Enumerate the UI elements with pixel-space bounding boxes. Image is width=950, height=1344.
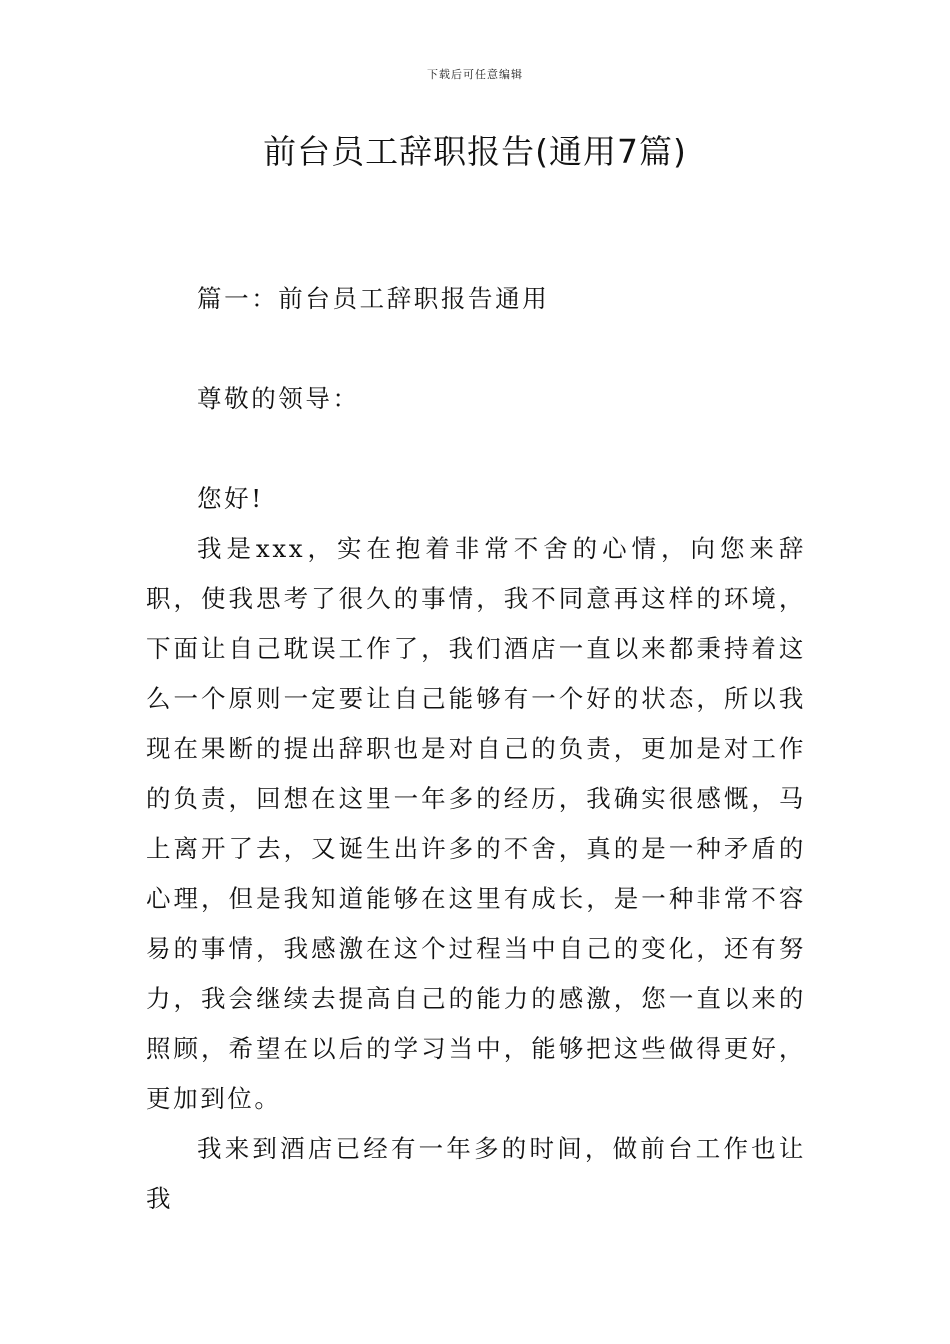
document-title: 前台员工辞职报告(通用7篇) bbox=[263, 132, 687, 171]
document-body bbox=[146, 274, 806, 1224]
header-note: 下载后可任意编辑 bbox=[427, 68, 523, 81]
salutation: 尊敬的领导： bbox=[197, 384, 360, 413]
greeting: 您好! bbox=[197, 484, 264, 513]
body-paragraph-2: 我来到酒店已经有一年多的时间，做前台工作也让我 bbox=[146, 1134, 806, 1213]
body-paragraph-1: 我是xxx，实在抱着非常不舍的心情，向您来辞职，使我思考了很久的事情，我不同意再这样的环境，下面让自己耽误工作了，我们酒店一直以来都秉持着这么一个原则一定要让自己能够有一个好的状态，所以我现在果断的提出辞职也是对自己的负责，更加是对工作的负责，回想在这里一年多的经历，我确实很感慨，马上离开了去，又诞生出许多的不舍，真的是一种矛盾的心理，但是我知道能够在这里有成长，是一种非常不容易的事情，我感激在这个过程当中自己的变化，还有努力，我会继续去提高自己的能力的感激，您一直以来的照顾，希望在以后的学习当中，能够把这些做得更好，更加到位。 bbox=[146, 534, 806, 1113]
section-heading: 篇一：前台员工辞职报告通用 bbox=[197, 284, 550, 313]
